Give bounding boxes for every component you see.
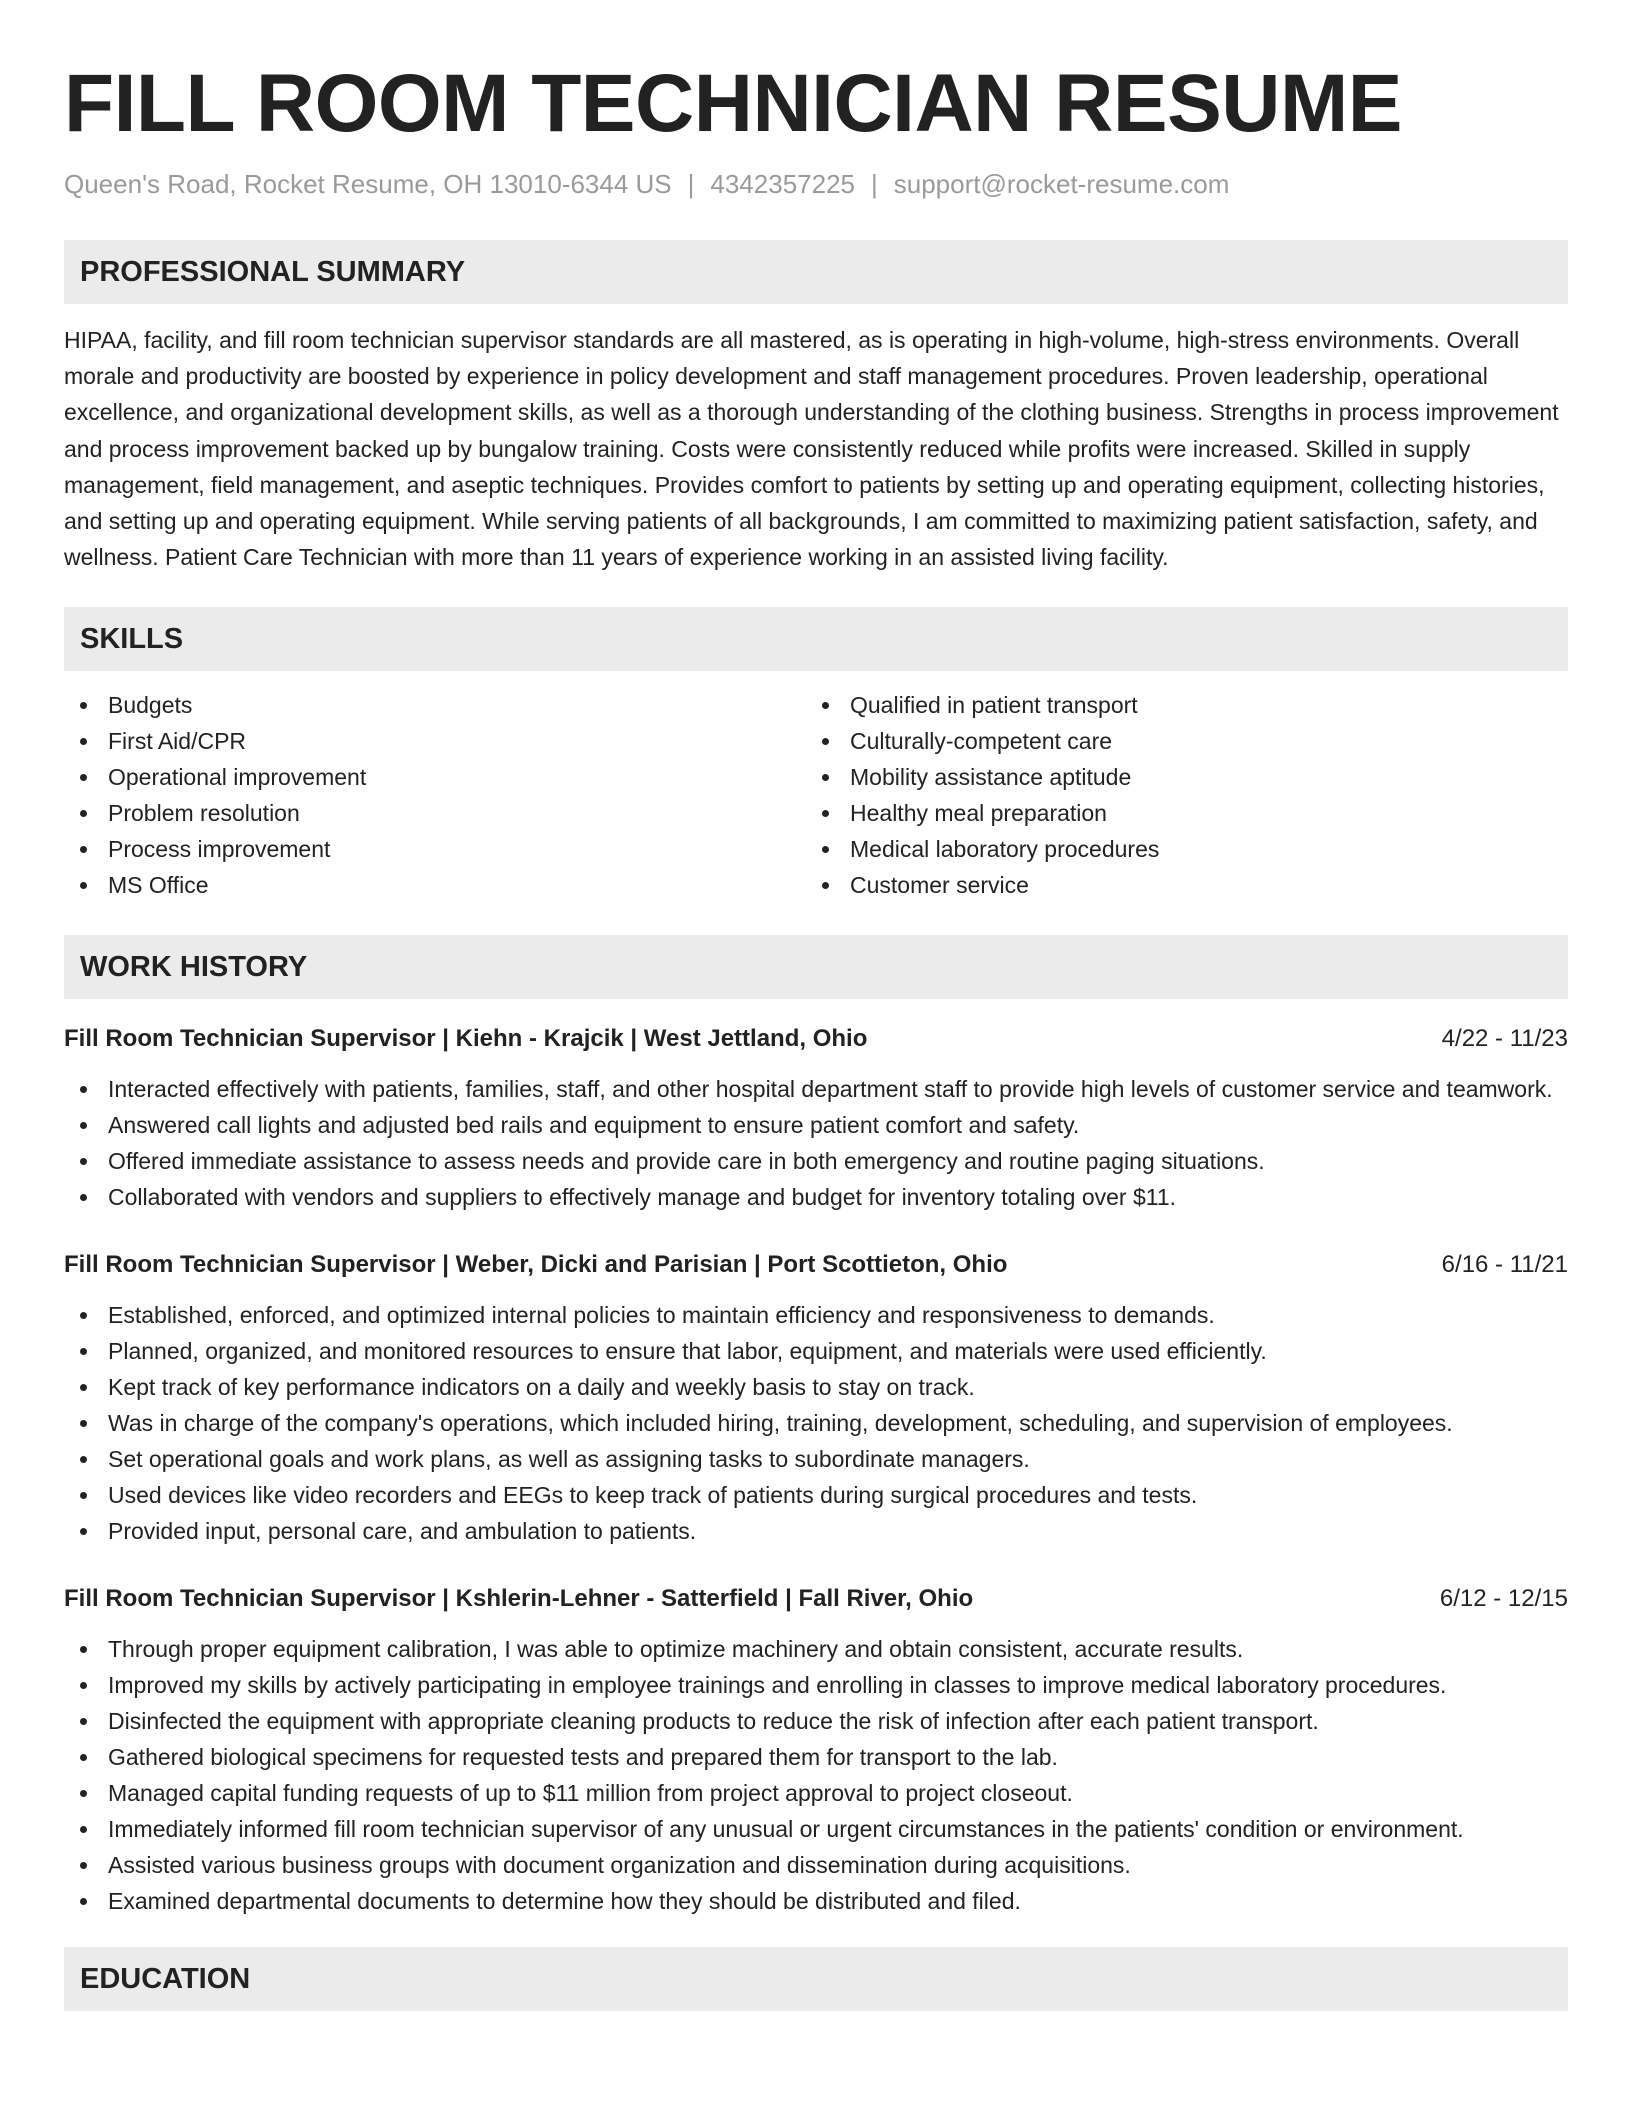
- skills-grid: [64, 687, 1568, 903]
- job-title: Fill Room Technician Supervisor | Weber, Dicki and Parisian | Port Scottieton, Ohio: [64, 1251, 1008, 1279]
- work-history-heading: WORK HISTORY: [64, 935, 1568, 999]
- skill-item: MS Office: [64, 867, 806, 903]
- skills-column-right: [806, 687, 1548, 903]
- skill-item: Mobility assistance aptitude: [806, 759, 1548, 795]
- job-dates: 4/22 - 11/23: [1441, 1025, 1568, 1053]
- job-bullet: Gathered biological specimens for requested tests and prepared them for transport to the lab.: [64, 1739, 1568, 1775]
- job-entry: [64, 1021, 1568, 1215]
- skills-column-left: [64, 687, 806, 903]
- summary-heading: PROFESSIONAL SUMMARY: [64, 240, 1568, 304]
- job-dates: 6/16 - 11/21: [1441, 1251, 1568, 1279]
- job-bullet: Examined departmental documents to determine how they should be distributed and filed.: [64, 1883, 1568, 1919]
- job-header: [64, 1021, 1568, 1057]
- job-bullets: [64, 1071, 1568, 1215]
- resume-page: [64, 0, 1568, 2011]
- contact-address: Queen's Road, Rocket Resume, OH 13010-6344 US: [64, 169, 672, 199]
- job-bullet: Managed capital funding requests of up to $11 million from project approval to project closeout.: [64, 1775, 1568, 1811]
- job-bullet: Used devices like video recorders and EEGs to keep track of patients during surgical procedures and tests.: [64, 1477, 1568, 1513]
- skill-item: Qualified in patient transport: [806, 687, 1548, 723]
- skill-item: Healthy meal preparation: [806, 795, 1548, 831]
- job-bullets: [64, 1297, 1568, 1549]
- job-entry: [64, 1581, 1568, 1919]
- job-bullet: Improved my skills by actively participating in employee trainings and enrolling in classes to improve medical laboratory procedures.: [64, 1667, 1568, 1703]
- job-bullet: Disinfected the equipment with appropriate cleaning products to reduce the risk of infection after each patient transport.: [64, 1703, 1568, 1739]
- job-bullet: Offered immediate assistance to assess needs and provide care in both emergency and routine paging situations.: [64, 1143, 1568, 1179]
- contact-email: support@rocket-resume.com: [893, 169, 1230, 199]
- job-bullet: Was in charge of the company's operations, which included hiring, training, development, scheduling, and supervision of employees.: [64, 1405, 1568, 1441]
- job-bullet: Immediately informed fill room technician supervisor of any unusual or urgent circumstances in the patients' condition or environment.: [64, 1811, 1568, 1847]
- skill-item: Medical laboratory procedures: [806, 831, 1548, 867]
- job-dates: 6/12 - 12/15: [1439, 1585, 1568, 1613]
- job-title: Fill Room Technician Supervisor | Kshlerin-Lehner - Satterfield | Fall River, Ohio: [64, 1585, 974, 1613]
- resume-title: FILL ROOM TECHNICIAN RESUME: [64, 58, 1402, 149]
- skills-heading: SKILLS: [64, 607, 1568, 671]
- skill-item: Budgets: [64, 687, 806, 723]
- job-bullet: Through proper equipment calibration, I was able to optimize machinery and obtain consistent, accurate results.: [64, 1631, 1568, 1667]
- job-bullet: Established, enforced, and optimized internal policies to maintain efficiency and responsiveness to demands.: [64, 1297, 1568, 1333]
- job-bullet: Set operational goals and work plans, as well as assigning tasks to subordinate managers.: [64, 1441, 1568, 1477]
- contact-phone: 4342357225: [710, 169, 855, 199]
- job-entry: [64, 1247, 1568, 1549]
- job-header: [64, 1581, 1568, 1617]
- job-bullet: Answered call lights and adjusted bed rails and equipment to ensure patient comfort and safety.: [64, 1107, 1568, 1143]
- skill-item: First Aid/CPR: [64, 723, 806, 759]
- contact-line: [64, 166, 1568, 202]
- job-bullet: Provided input, personal care, and ambulation to patients.: [64, 1513, 1568, 1549]
- job-bullet: Planned, organized, and monitored resources to ensure that labor, equipment, and materials were used efficiently.: [64, 1333, 1568, 1369]
- job-bullet: Kept track of key performance indicators on a daily and weekly basis to stay on track.: [64, 1369, 1568, 1405]
- contact-separator: |: [687, 169, 695, 199]
- job-bullet: Interacted effectively with patients, families, staff, and other hospital department staff to provide high levels of customer service and teamwork.: [64, 1071, 1568, 1107]
- job-bullet: Collaborated with vendors and suppliers to effectively manage and budget for inventory totaling over $11.: [64, 1179, 1568, 1215]
- skill-item: Operational improvement: [64, 759, 806, 795]
- job-title: Fill Room Technician Supervisor | Kiehn - Krajcik | West Jettland, Ohio: [64, 1025, 868, 1053]
- job-header: [64, 1247, 1568, 1283]
- skill-item: Process improvement: [64, 831, 806, 867]
- education-heading: EDUCATION: [64, 1947, 1568, 2011]
- skill-item: Problem resolution: [64, 795, 806, 831]
- contact-separator: |: [871, 169, 878, 199]
- job-bullets: [64, 1631, 1568, 1919]
- skill-item: Culturally-competent care: [806, 723, 1548, 759]
- summary-text: HIPAA, facility, and fill room technician supervisor standards are all mastered, as is operating in high-volume, high-stress environments. Overall morale and productivity are boosted by experience in policy development and staff management procedures. Proven leadership, operational excellence, and organizational development skills, as well as a thorough understanding of the clothing business. Strengths in process improvement and process improvement backed up by bungalow training. Costs were consistently reduced while profits were increased. Skilled in supply management, field management, and aseptic techniques. Provides comfort to patients by setting up and operating equipment, collecting histories, and setting up and operating equipment. While serving patients of all backgrounds, I am committed to maximizing patient satisfaction, safety, and wellness. Patient Care Technician with more than 11 years of experience working in an assisted living facility.: [64, 327, 1559, 571]
- skill-item: Customer service: [806, 867, 1548, 903]
- job-bullet: Assisted various business groups with document organization and dissemination during acquisitions.: [64, 1847, 1568, 1883]
